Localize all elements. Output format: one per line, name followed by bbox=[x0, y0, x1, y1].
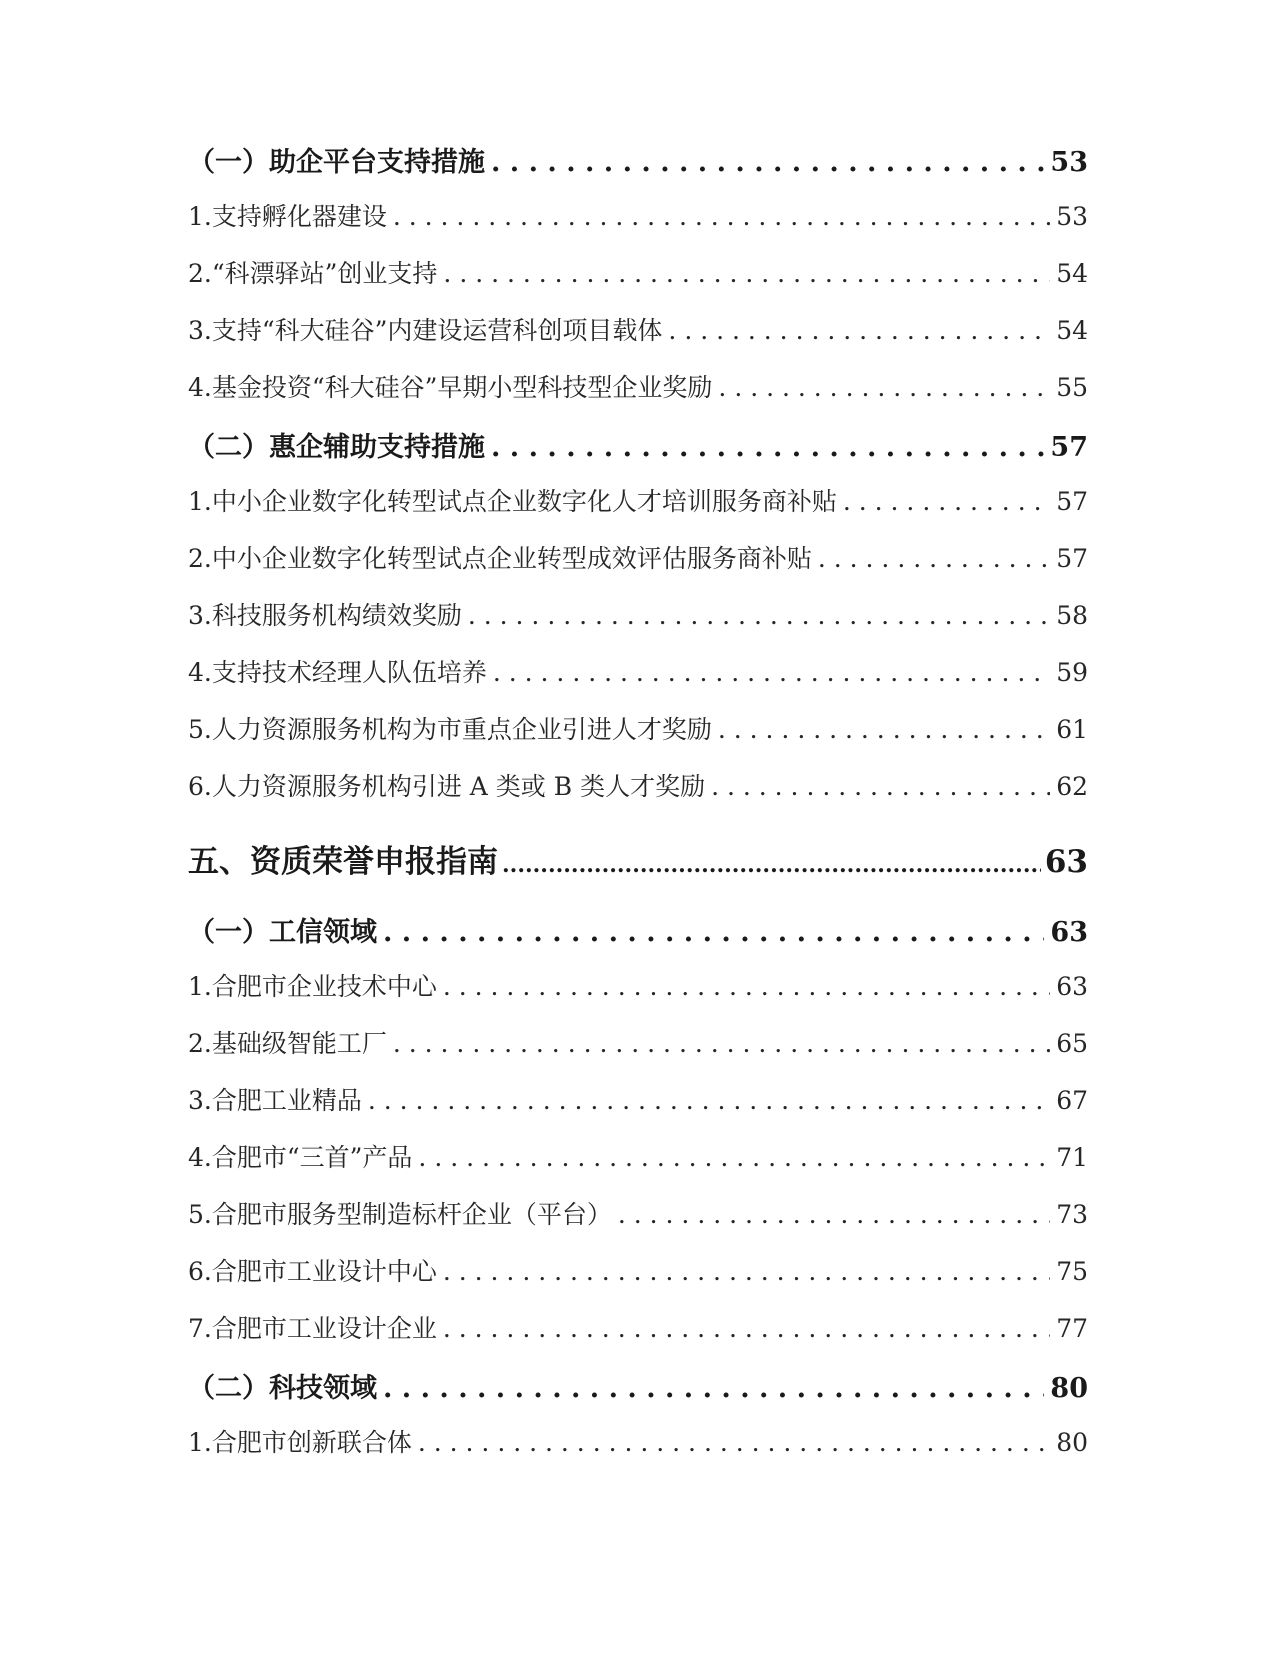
toc-page-number: 75 bbox=[1056, 1257, 1088, 1286]
toc-entry-title: 5.合肥市服务型制造标杆企业（平台） bbox=[188, 1200, 612, 1229]
toc-entry-section[interactable] bbox=[188, 910, 1088, 967]
toc-page-number: 67 bbox=[1056, 1086, 1088, 1115]
dot-leader bbox=[443, 259, 1050, 288]
toc-entry-title: 2.“科漂驿站”创业支持 bbox=[188, 259, 438, 288]
toc-page-number: 65 bbox=[1056, 1029, 1088, 1058]
toc-entry-title: 五、资质荣誉申报指南 bbox=[188, 844, 498, 880]
toc-entry-item[interactable] bbox=[188, 1252, 1088, 1309]
dot-leader bbox=[443, 1314, 1050, 1343]
dot-leader bbox=[443, 1257, 1050, 1286]
toc-page-number: 63 bbox=[1044, 844, 1088, 880]
toc-entry-title: 3.科技服务机构绩效奖励 bbox=[188, 601, 462, 630]
dot-leader bbox=[843, 487, 1050, 516]
toc-entry-title: 2.中小企业数字化转型试点企业转型成效评估服务商补贴 bbox=[188, 544, 812, 573]
toc-page-number: 57 bbox=[1050, 432, 1088, 463]
dot-leader bbox=[668, 316, 1050, 345]
dot-leader bbox=[368, 1086, 1050, 1115]
toc-entry-title: 6.合肥市工业设计中心 bbox=[188, 1257, 437, 1286]
dot-leader bbox=[818, 544, 1050, 573]
toc-entry-title: 1.合肥市企业技术中心 bbox=[188, 972, 437, 1001]
toc-page-number: 80 bbox=[1050, 1373, 1088, 1404]
toc-entry-item[interactable] bbox=[188, 1138, 1088, 1195]
toc-entry-title: 4.合肥市“三首”产品 bbox=[188, 1143, 413, 1172]
toc-entry-item[interactable] bbox=[188, 311, 1088, 368]
toc-page-number: 77 bbox=[1056, 1314, 1088, 1343]
toc-entry-item[interactable] bbox=[188, 539, 1088, 596]
toc-entry-item[interactable] bbox=[188, 1423, 1088, 1480]
toc-entry-title: 7.合肥市工业设计企业 bbox=[188, 1314, 437, 1343]
toc-entry-item[interactable] bbox=[188, 653, 1088, 710]
toc-page-number: 57 bbox=[1056, 544, 1088, 573]
toc-entry-item[interactable] bbox=[188, 368, 1088, 425]
dot-leader bbox=[383, 917, 1044, 948]
toc-entry-title: 6.人力资源服务机构引进 A 类或 B 类人才奖励 bbox=[188, 772, 706, 801]
toc-entry-title: 5.人力资源服务机构为市重点企业引进人才奖励 bbox=[188, 715, 712, 744]
dot-leader bbox=[393, 202, 1050, 231]
toc-entry-title: 3.支持“科大硅谷”内建设运营科创项目载体 bbox=[188, 316, 663, 345]
toc-page-number: 53 bbox=[1050, 147, 1088, 178]
dot-leader bbox=[491, 432, 1044, 463]
toc-page-number: 71 bbox=[1056, 1143, 1088, 1172]
toc-entry-chapter[interactable] bbox=[188, 836, 1088, 910]
dot-leader bbox=[418, 1428, 1050, 1457]
toc-entry-item[interactable] bbox=[188, 1195, 1088, 1252]
toc-page-number: 62 bbox=[1056, 772, 1088, 801]
toc-page-number: 54 bbox=[1056, 316, 1088, 345]
dot-leader bbox=[618, 1200, 1050, 1229]
toc-page-number: 61 bbox=[1056, 715, 1088, 744]
toc-page-number: 57 bbox=[1056, 487, 1088, 516]
dot-leader bbox=[383, 1373, 1044, 1404]
toc-entry-title: （二）科技领域 bbox=[188, 1373, 377, 1404]
toc-entry-item[interactable] bbox=[188, 596, 1088, 653]
toc-entry-title: 2.基础级智能工厂 bbox=[188, 1029, 387, 1058]
toc-entry-item[interactable] bbox=[188, 1081, 1088, 1138]
dot-leader bbox=[502, 844, 1041, 880]
toc-page-number: 73 bbox=[1056, 1200, 1088, 1229]
toc-entry-item[interactable] bbox=[188, 967, 1088, 1024]
dot-leader bbox=[718, 373, 1050, 402]
toc-entry-title: （二）惠企辅助支持措施 bbox=[188, 432, 485, 463]
dot-leader bbox=[418, 1143, 1050, 1172]
dot-leader bbox=[393, 1029, 1050, 1058]
dot-leader bbox=[711, 772, 1050, 801]
toc-entry-section[interactable] bbox=[188, 1366, 1088, 1423]
dot-leader bbox=[718, 715, 1050, 744]
toc-page-number: 55 bbox=[1056, 373, 1088, 402]
toc-page-number: 53 bbox=[1056, 202, 1088, 231]
toc-entry-title: 4.支持技术经理人队伍培养 bbox=[188, 658, 487, 687]
toc-entry-title: 1.合肥市创新联合体 bbox=[188, 1428, 412, 1457]
toc-entry-item[interactable] bbox=[188, 710, 1088, 767]
toc-entry-title: （一）助企平台支持措施 bbox=[188, 147, 485, 178]
dot-leader bbox=[493, 658, 1050, 687]
dot-leader bbox=[491, 147, 1044, 178]
toc-page-number: 59 bbox=[1056, 658, 1088, 687]
toc-entry-section[interactable] bbox=[188, 140, 1088, 197]
dot-leader bbox=[443, 972, 1050, 1001]
table-of-contents bbox=[188, 140, 1088, 1480]
toc-entry-item[interactable] bbox=[188, 482, 1088, 539]
toc-entry-item[interactable] bbox=[188, 767, 1088, 824]
toc-page-number: 80 bbox=[1056, 1428, 1088, 1457]
toc-entry-item[interactable] bbox=[188, 254, 1088, 311]
toc-entry-title: 4.基金投资“科大硅谷”早期小型科技型企业奖励 bbox=[188, 373, 713, 402]
toc-entry-item[interactable] bbox=[188, 1024, 1088, 1081]
toc-entry-title: 1.支持孵化器建设 bbox=[188, 202, 387, 231]
toc-page-number: 63 bbox=[1050, 917, 1088, 948]
toc-entry-title: 3.合肥工业精品 bbox=[188, 1086, 362, 1115]
dot-leader bbox=[468, 601, 1050, 630]
toc-entry-item[interactable] bbox=[188, 197, 1088, 254]
toc-entry-section[interactable] bbox=[188, 425, 1088, 482]
toc-page-number: 58 bbox=[1056, 601, 1088, 630]
toc-page-number: 63 bbox=[1056, 972, 1088, 1001]
toc-entry-item[interactable] bbox=[188, 1309, 1088, 1366]
toc-page-number: 54 bbox=[1056, 259, 1088, 288]
toc-entry-title: 1.中小企业数字化转型试点企业数字化人才培训服务商补贴 bbox=[188, 487, 837, 516]
toc-entry-title: （一）工信领域 bbox=[188, 917, 377, 948]
